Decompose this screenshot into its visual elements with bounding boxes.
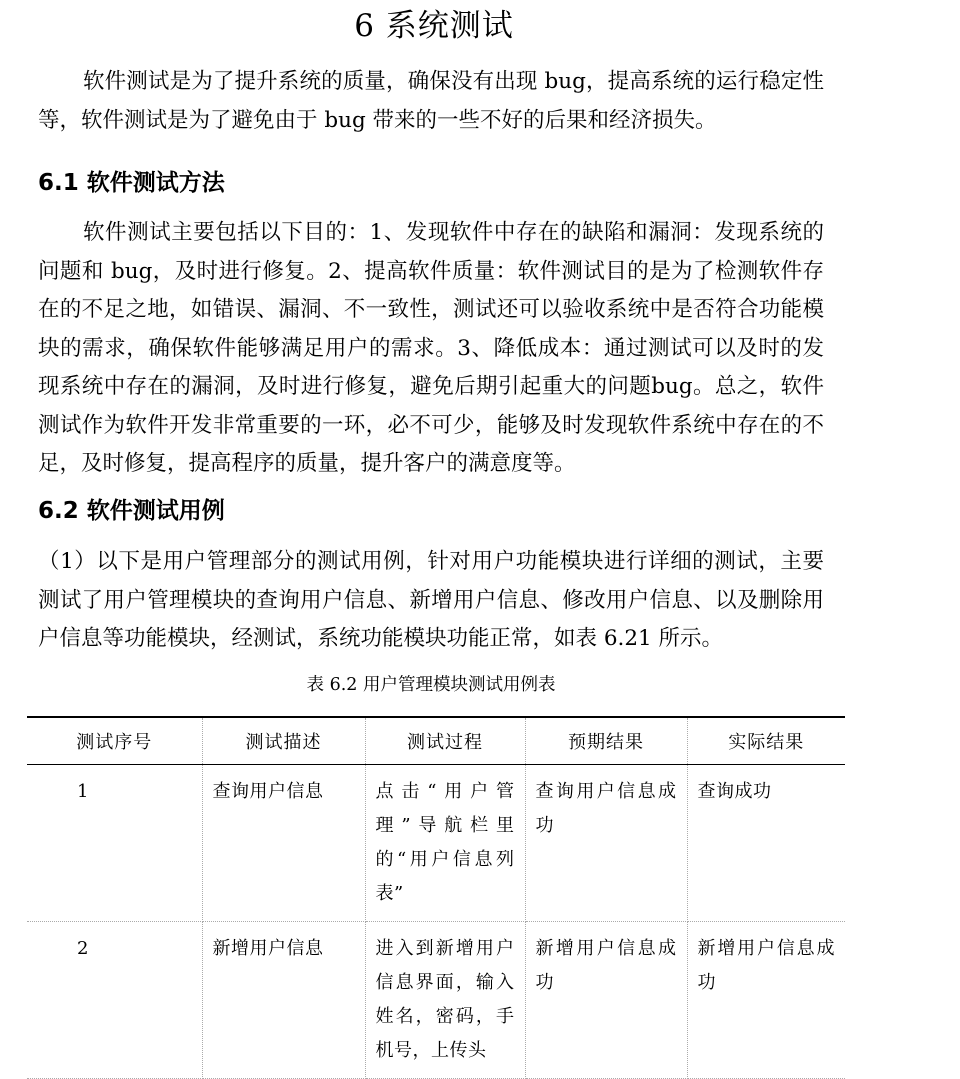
cell-test-description: 新增用户信息 xyxy=(202,922,365,1079)
table-row xyxy=(27,765,845,922)
cell-test-process: 进入到新增用户信息界面，输入姓名，密码，手机号，上传头 xyxy=(365,922,525,1079)
section-6-1-heading: 6.1 软件测试方法 xyxy=(38,170,225,196)
test-case-table xyxy=(27,716,845,1079)
cell-test-number: 2 xyxy=(27,922,202,1079)
table-row xyxy=(27,922,845,1079)
header-test-number: 测试序号 xyxy=(27,717,202,765)
cell-expected-result: 新增用户信息成功 xyxy=(525,922,687,1079)
header-test-process: 测试过程 xyxy=(365,717,525,765)
header-actual-result: 实际结果 xyxy=(687,717,845,765)
chapter-title: 6 系统测试 xyxy=(354,8,514,44)
header-test-description: 测试描述 xyxy=(202,717,365,765)
cell-test-process: 点击“用户管理”导航栏里的“用户信息列表” xyxy=(365,765,525,922)
table-header-row xyxy=(27,717,845,765)
section-6-2-heading: 6.2 软件测试用例 xyxy=(38,498,225,524)
cell-actual-result: 查询成功 xyxy=(687,765,845,922)
section-6-2-paragraph: （1）以下是用户管理部分的测试用例，针对用户功能模块进行详细的测试，主要测试了用户管理模块的查询用户信息、新增用户信息、修改用户信息、以及删除用户信息等功能模块，经测试，系统功能模块功能正常，如表 6.21 所示。 xyxy=(38,549,824,651)
chapter-intro-paragraph: 软件测试是为了提升系统的质量，确保没有出现 bug，提高系统的运行稳定性等，软件测试是为了避免由于 bug 带来的一些不好的后果和经济损失。 xyxy=(38,69,824,133)
table-caption: 表 6.2 用户管理模块测试用例表 xyxy=(306,675,556,695)
cell-test-number: 1 xyxy=(27,765,202,922)
header-expected-result: 预期结果 xyxy=(525,717,687,765)
cell-actual-result: 新增用户信息成功 xyxy=(687,922,845,1079)
section-6-1-paragraph: 软件测试主要包括以下目的：1、发现软件中存在的缺陷和漏洞：发现系统的问题和 bug，及时进行修复。2、提高软件质量：软件测试目的是为了检测软件存在的不足之地，如错误、漏洞、不一致性，测试还可以验收系统中是否符合功能模块的需求，确保软件能够满足用户的需求。3、降低成本：通过测试可以及时的发现系统中存在的漏洞，及时进行修复，避免后期引起重大的问题bug。总之，软件测试作为软件开发非常重要的一环，必不可少，能够及时发现软件系统中存在的不足，及时修复，提高程序的质量，提升客户的满意度等。 xyxy=(38,220,824,476)
cell-expected-result: 查询用户信息成功 xyxy=(525,765,687,922)
cell-test-description: 查询用户信息 xyxy=(202,765,365,922)
